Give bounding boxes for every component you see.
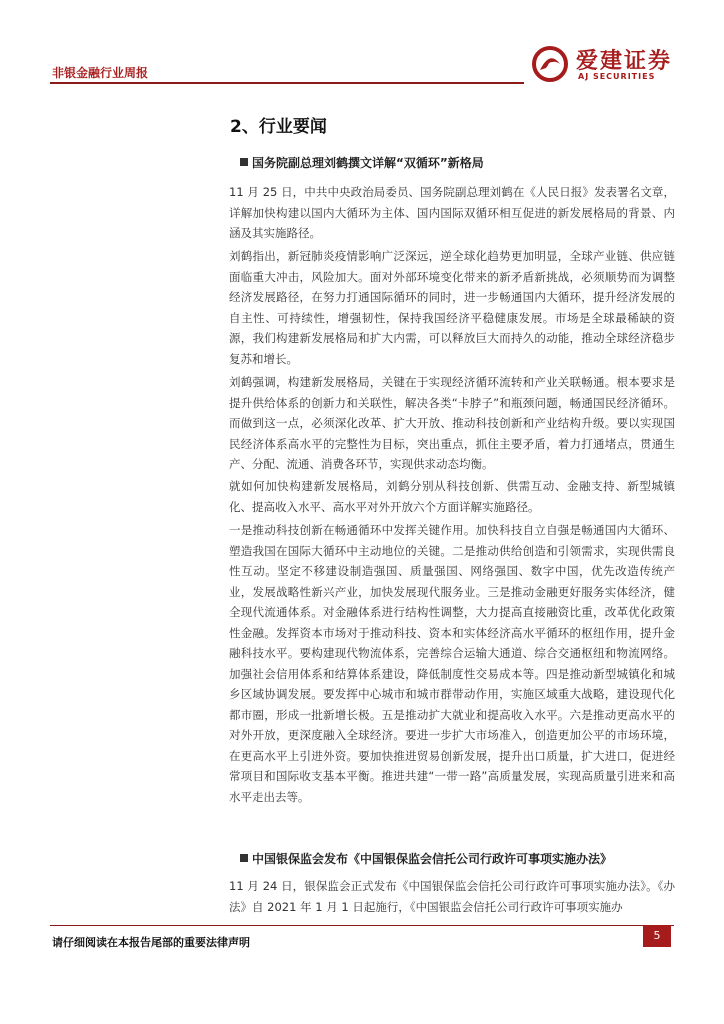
logo-mark-icon xyxy=(532,46,568,82)
news-headline-1-text: 国务院副总理刘鹤撰文详解“双循环”新格局 xyxy=(252,156,484,170)
bullet-square-icon xyxy=(240,158,248,166)
section-title: 2、行业要闻 xyxy=(230,117,327,137)
news-headline-1 xyxy=(240,154,484,171)
bullet-square-icon xyxy=(240,854,248,862)
page-number: 5 xyxy=(643,925,671,947)
news-headline-2-text: 中国银保监会发布《中国银保监会信托公司行政许可事项实施办法》 xyxy=(252,852,613,866)
news1-paragraph-1: 11 月 25 日，中共中央政治局委员、国务院副总理刘鹤在《人民日报》发表署名文章，详解加快构建以国内大循环为主体、国内国际双循环相互促进的新发展格局的背景、内涵及其实施路径。 xyxy=(229,185,675,240)
header-title: 非银金融行业周报 xyxy=(52,66,149,80)
news1-paragraph-3: 刘鹤强调，构建新发展格局，关键在于实现经济循环流转和产业关联畅通。根本要求是提升供给体系的创新力和关联性，解决各类“卡脖子”和瓶颈问题，畅通国民经济循环。而做到这一点，必须深化改革、扩大开放、推动科技创新和产业结构升级。要以实现国民经济体系高水平的完整性为目标，突出重点，抓住主要矛盾，着力打通堵点，贯通生产、分配、流通、消费各环节，实现供求动态均衡。 xyxy=(229,375,675,471)
footer-disclaimer: 请仔细阅读在本报告尾部的重要法律声明 xyxy=(52,936,250,949)
news1-paragraph-4: 就如何加快构建新发展格局，刘鹤分别从科技创新、供需互动、金融支持、新型城镇化、提高收入水平、高水平对外开放六个方面详解实施路径。 xyxy=(229,479,675,514)
company-logo xyxy=(532,44,682,86)
news2-paragraph-1: 11 月 24 日，银保监会正式发布《中国银保监会信托公司行政许可事项实施办法》。《办法》自 2021 年 1 月 1 日起施行，《中国银监会信托公司行政许可事项实施办 xyxy=(229,879,675,914)
header-rule xyxy=(50,82,524,84)
news1-paragraph-2: 刘鹤指出，新冠肺炎疫情影响广泛深远，逆全球化趋势更加明显，全球产业链、供应链面临重大冲击，风险加大。面对外部环境变化带来的新矛盾新挑战，必须顺势而为调整经济发展路径，在努力打通国际循环的同时，进一步畅通国内大循环，提升经济发展的自主性、可持续性，增强韧性，保持我国经济平稳健康发展。市场是全球最稀缺的资源，我们构建新发展格局和扩大内需，可以释放巨大而持久的动能，推动全球经济稳步复苏和增长。 xyxy=(229,249,675,366)
news1-paragraph-5: 一是推动科技创新在畅通循环中发挥关键作用。加快科技自立自强是畅通国内大循环、塑造我国在国际大循环中主动地位的关键。二是推动供给创造和引领需求，实现供需良性互动。坚定不移建设制造强国、质量强国、网络强国、数字中国，优先改造传统产业，发展战略性新兴产业，加快发展现代服务业。三是推动金融更好服务实体经济，健全现代流通体系。对金融体系进行结构性调整，大力提高直接融资比重，改革优化政策性金融。发挥资本市场对于推动科技、资本和实体经济高水平循环的枢纽作用，提升金融科技水平。要构建现代物流体系，完善综合运输大通道、综合交通枢纽和物流网络。加强社会信用体系和结算体系建设，降低制度性交易成本等。四是推动新型城镇化和城乡区域协调发展。要发挥中心城市和城市群带动作用，实施区域重大战略，建设现代化都市圈，形成一批新增长极。五是推动扩大就业和提高收入水平。六是推动更高水平的对外开放，更深度融入全球经济。要进一步扩大市场准入，创造更加公平的市场环境，在更高水平上引进外资。要加快推进贸易创新发展，提升出口质量，扩大进口，促进经常项目和国际收支基本平衡。推进共建“一带一路”高质量发展，实现高质量引进来和高水平走出去等。 xyxy=(229,523,675,804)
logo-english: AJ SECURITIES xyxy=(578,72,656,81)
logo-chinese: 爱建证券 xyxy=(576,49,673,74)
footer-rule xyxy=(50,925,674,926)
news-headline-2 xyxy=(240,850,612,867)
